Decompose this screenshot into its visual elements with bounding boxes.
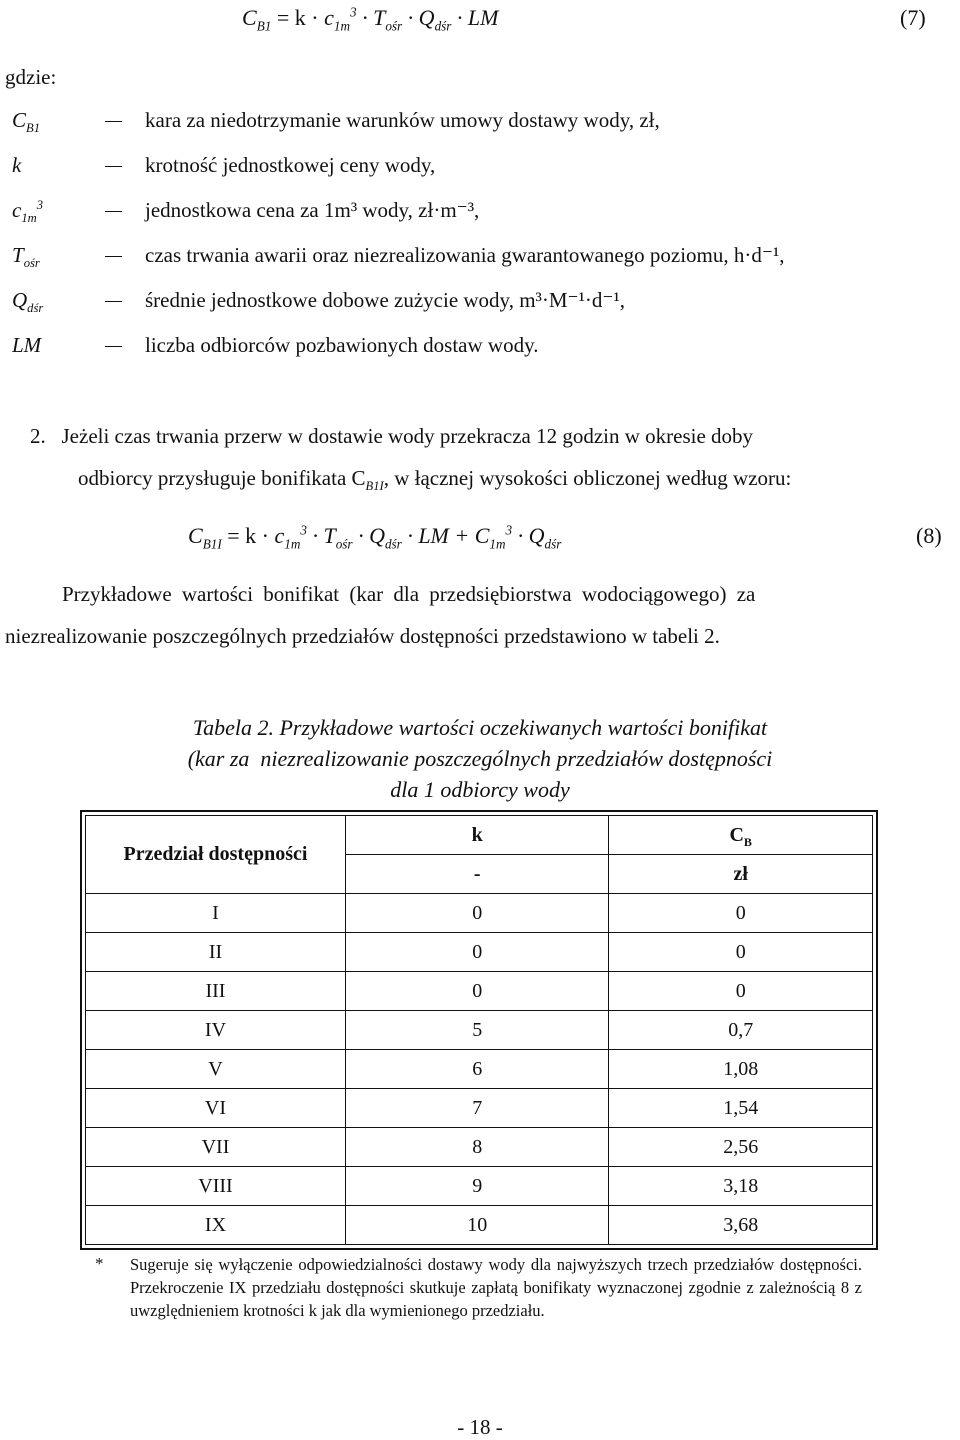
- formula-7-lm: · LM: [456, 5, 499, 30]
- formula-7-lhs: C: [242, 5, 257, 30]
- formula-7-lhs-sub: B1: [256, 18, 272, 34]
- paragraph-2-line-1: 2. Jeżeli czas trwania przerw w dostawie wody przekracza 12 godzin w okresie doby: [30, 424, 754, 448]
- definition-symbol: $c_{1m}^3$: [12, 198, 44, 226]
- table-row: VIII 9 3,18: [86, 1167, 873, 1206]
- definition-dash: [105, 166, 122, 167]
- definition-text: czas trwania awarii oraz niezrealizowania gwarantowanego poziomu, h·d⁻¹,: [145, 243, 785, 267]
- definition-symbol: $T_{ośr}$: [12, 243, 40, 271]
- definition-symbol: LM: [12, 333, 42, 357]
- definition-text: jednostkowa cena za 1m³ wody, zł·m⁻³,: [145, 198, 480, 222]
- caption-line-1: Tabela 2. Przykładowe wartości oczekiwanych wartości bonifikat: [192, 715, 768, 740]
- table-row: V 6 1,08: [86, 1050, 873, 1089]
- table-row: III 0 0: [86, 972, 873, 1011]
- header-cb: $C_B$: [609, 816, 873, 855]
- table-caption: [60, 712, 900, 805]
- footnote-text: Sugeruje się wyłączenie odpowiedzialności dostawy wody dla najwyższych trzech przedziałów dostępności. Przekroczenie IX przedziału dostępności skutkuje zapłatą bonifikaty wyznaczonej zgodnie z zależnością 8 z uwzględnieniem krotności k jak dla wymienionego przedziału.: [130, 1255, 862, 1320]
- formula-7-c: c: [324, 5, 334, 30]
- paragraph-3-line-2: niezrealizowanie poszczególnych przedziałów dostępności przedstawiono w tabeli 2.: [5, 624, 720, 648]
- caption-line-3: dla 1 odbiorcy wody: [390, 777, 570, 802]
- bonus-table: [85, 815, 873, 1245]
- paragraph-2-line-2: odbiorcy przysługuje bonifikata $C_{B1I}$, w łącznej wysokości obliczonej według wzoru:: [78, 466, 792, 494]
- header-k: k: [345, 816, 608, 855]
- formula-8-number: (8): [916, 523, 942, 548]
- definition-lm: [0, 333, 960, 363]
- definition-text: kara za niedotrzymanie warunków umowy dostawy wody, zł,: [145, 108, 660, 132]
- unit-cb: zł: [609, 855, 873, 894]
- definition-dash: [105, 256, 122, 257]
- caption-line-2: (kar za niezrealizowanie poszczególnych przedziałów dostępności: [187, 746, 773, 771]
- definition-symbol: k: [12, 153, 22, 177]
- formula-7-c-sub: 1m: [333, 18, 350, 34]
- definition-text: średnie jednostkowe dobowe zużycie wody, m³·M⁻¹·d⁻¹,: [145, 288, 625, 312]
- table-row: IX 10 3,68: [86, 1206, 873, 1245]
- definition-tosr: [0, 243, 960, 273]
- definition-symbol: $C_{B1}$: [12, 108, 41, 136]
- formula-7-t-sub: ośr: [385, 18, 403, 34]
- gdzie-label: gdzie:: [5, 65, 57, 89]
- definition-c1m3: [0, 198, 960, 228]
- definition-text: liczba odbiorców pozbawionych dostaw wody.: [145, 333, 539, 357]
- footnote-marker: *: [95, 1254, 104, 1273]
- formula-7-q: · Q: [407, 5, 435, 30]
- table-row: IV 5 0,7: [86, 1011, 873, 1050]
- table-header-row: [86, 816, 873, 855]
- header-interval: Przedział dostępności: [86, 816, 346, 894]
- table-row: II 0 0: [86, 933, 873, 972]
- definition-symbol: $Q_{dśr}$: [12, 288, 44, 316]
- page-number: - 18 -: [457, 1415, 503, 1439]
- definition-dash: [105, 301, 122, 302]
- formula-7-t: · T: [362, 5, 386, 30]
- definition-dash: [105, 346, 122, 347]
- formula-8: $C_{B1I} = k \cdot c_{1m}^3 \cdot T_{ośr} \cdot Q_{dśr}$ · LM + $C_{1m}^3 \cdot Q_{dśr}$: [188, 522, 562, 552]
- paragraph-3-line-1: Przykładowe wartości bonifikat (kar dla przedsiębiorstwa wodociągowego) za: [62, 582, 756, 606]
- definition-k: [0, 153, 960, 183]
- definition-cb1: [0, 108, 960, 138]
- definition-dash: [105, 121, 122, 122]
- table-row: VII 8 2,56: [86, 1128, 873, 1167]
- table-row: I 0 0: [86, 894, 873, 933]
- formula-7-q-sub: dśr: [434, 18, 452, 34]
- definition-dash: [105, 211, 122, 212]
- definition-qdsr: [0, 288, 960, 318]
- unit-k: -: [345, 855, 608, 894]
- formula-7-c-sup: 3: [349, 4, 357, 20]
- formula-7-number: (7): [900, 5, 926, 30]
- formula-7: [242, 4, 499, 34]
- formula-7-eq: = k ·: [276, 5, 319, 30]
- definition-text: krotność jednostkowej ceny wody,: [145, 153, 436, 177]
- table-row: VI 7 1,54: [86, 1089, 873, 1128]
